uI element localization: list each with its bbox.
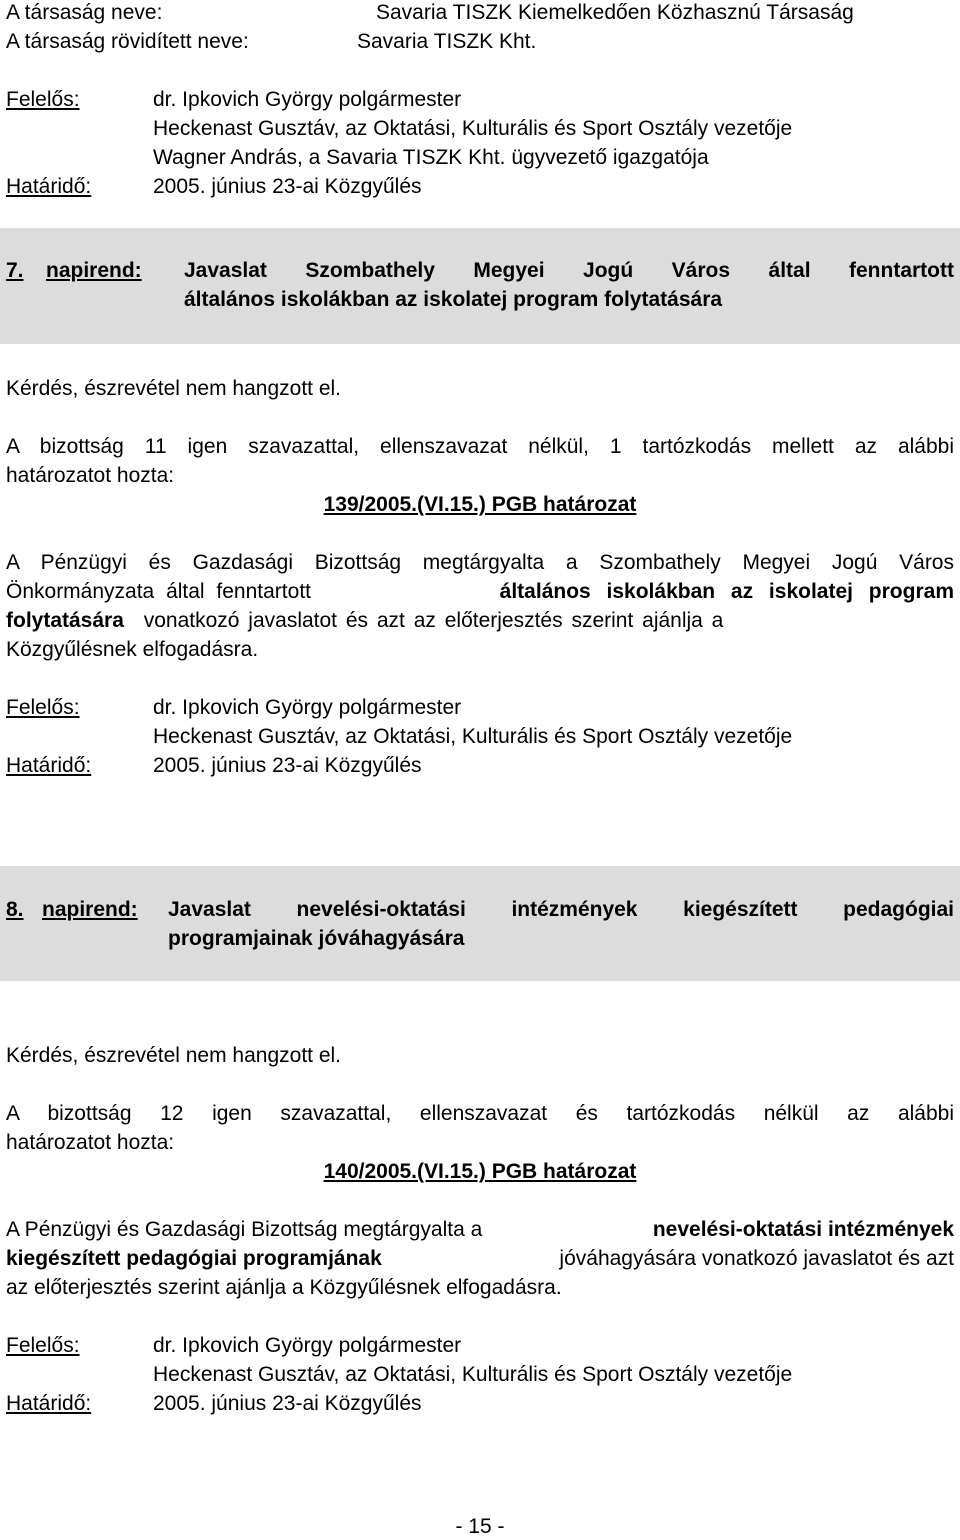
resolution-body-text: Önkormányzata által fenntartott (6, 580, 311, 603)
resolution-body-emphasis: folytatására (6, 609, 124, 632)
company-name-label: A társaság neve: (6, 1, 163, 24)
company-short-name-value: Savaria TISZK Kht. (357, 30, 537, 53)
vote-text: A bizottság 12 igen szavazattal, ellenszavazat és tartózkodás nélkül az alábbi (6, 1102, 954, 1125)
resolution-number: 139/2005.(VI.15.) PGB határozat (323, 493, 637, 516)
page-number: - 15 - (455, 1515, 505, 1538)
agenda-item-7-napirend: napirend: (46, 259, 142, 282)
company-name-value: Savaria TISZK Kiemelkedően Közhasznú Társaság (376, 1, 854, 24)
vote-text: határozatot hozta: (6, 1131, 175, 1154)
agenda-item-7-band (0, 228, 960, 344)
responsible-person: Heckenast Gusztáv, az Oktatási, Kulturális és Sport Osztály vezetője (153, 1363, 793, 1386)
resolution-body-line (6, 1217, 954, 1243)
vote-text: A bizottság 11 igen szavazattal, ellenszavazat nélkül, 1 tartózkodás mellett az alábbi (6, 435, 954, 458)
resolution-body-text: A Pénzügyi és Gazdasági Bizottság megtárgyalta a (6, 1218, 483, 1241)
resolution-body-emphasis: általános iskolákban az iskolatej program (499, 580, 954, 603)
question-note: Kérdés, észrevétel nem hangzott el. (6, 377, 342, 400)
agenda-item-8-number: 8. (6, 898, 24, 921)
resolution-body-text: vonatkozó javaslatot és azt az előterjesztés szerint ajánlja a (143, 609, 724, 632)
agenda-item-8-title: programjainak jóváhagyására (168, 927, 465, 950)
responsible-label: Felelős: (6, 88, 80, 111)
deadline-label: Határidő: (6, 754, 92, 777)
resolution-body-emphasis: kiegészített pedagógiai programjának (6, 1247, 382, 1270)
deadline-value: 2005. június 23-ai Közgyűlés (153, 754, 422, 777)
responsible-label: Felelős: (6, 1334, 80, 1357)
resolution-body: A Pénzügyi és Gazdasági Bizottság megtárgyalta a Szombathely Megyei Jogú Város (6, 551, 954, 574)
responsible-person: Heckenast Gusztáv, az Oktatási, Kulturális és Sport Osztály vezetője (153, 725, 793, 748)
responsible-person: dr. Ipkovich György polgármester (153, 696, 462, 719)
deadline-label: Határidő: (6, 1392, 92, 1415)
deadline-value: 2005. június 23-ai Közgyűlés (153, 1392, 422, 1415)
resolution-body-emphasis: nevelési-oktatási intézmények (652, 1218, 954, 1241)
resolution-number: 140/2005.(VI.15.) PGB határozat (323, 1160, 637, 1183)
responsible-label: Felelős: (6, 696, 80, 719)
resolution-body: Közgyűlésnek elfogadásra. (6, 638, 259, 661)
responsible-person: dr. Ipkovich György polgármester (153, 1334, 462, 1357)
responsible-person: Wagner András, a Savaria TISZK Kht. ügyvezető igazgatója (153, 146, 709, 169)
deadline-value: 2005. június 23-ai Közgyűlés (153, 175, 422, 198)
resolution-body-line (6, 579, 954, 605)
vote-text: határozatot hozta: (6, 464, 175, 487)
question-note: Kérdés, észrevétel nem hangzott el. (6, 1044, 342, 1067)
agenda-item-7-title: általános iskolákban az iskolatej program folytatására (184, 288, 723, 311)
agenda-item-8-napirend: napirend: (42, 898, 138, 921)
agenda-item-7-number: 7. (6, 259, 24, 282)
agenda-item-7-title: Javaslat Szombathely Megyei Jogú Város által fenntartott (184, 259, 954, 282)
company-short-name-label: A társaság rövidített neve: (6, 30, 249, 53)
responsible-person: Heckenast Gusztáv, az Oktatási, Kulturális és Sport Osztály vezetője (153, 117, 793, 140)
resolution-body: az előterjesztés szerint ajánlja a Közgyűlésnek elfogadásra. (6, 1276, 562, 1299)
resolution-body-text: jóváhagyására vonatkozó javaslatot és azt (559, 1247, 954, 1270)
resolution-body-line (6, 1246, 954, 1272)
responsible-person: dr. Ipkovich György polgármester (153, 88, 462, 111)
deadline-label: Határidő: (6, 175, 92, 198)
resolution-body-line (6, 608, 723, 634)
agenda-item-8-band (0, 866, 960, 981)
agenda-item-8-title: Javaslat nevelési-oktatási intézmények kiegészített pedagógiai (168, 898, 954, 921)
